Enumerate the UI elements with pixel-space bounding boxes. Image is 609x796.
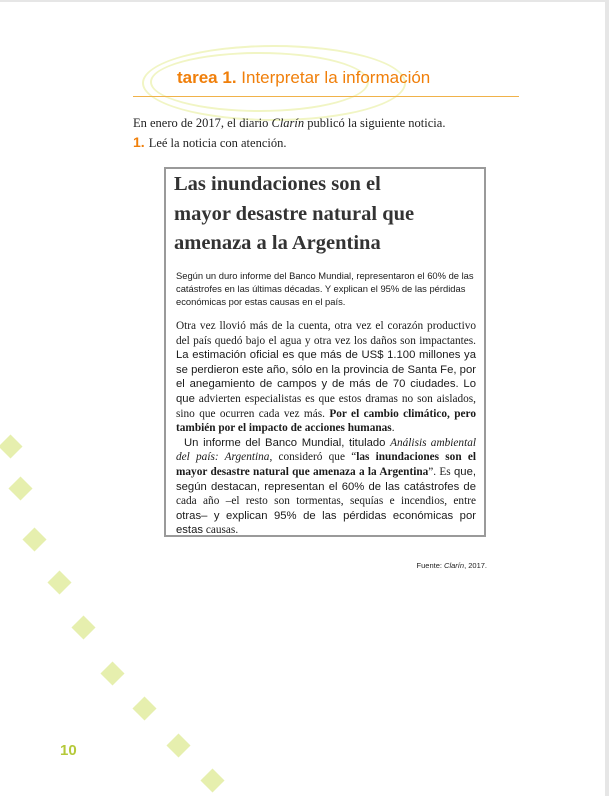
section-heading: [177, 68, 430, 88]
article-paragraph: [176, 319, 476, 436]
headline-line: mayor desastre natural que: [174, 202, 415, 225]
decor-diamond: [71, 615, 95, 639]
paragraph-bold-text: las inundaciones son el mayor desastre natural que amenaza a la Argentina: [176, 451, 476, 479]
task-instruction: [133, 134, 286, 151]
paragraph-text: .: [391, 422, 395, 435]
page-number: 10: [60, 742, 77, 759]
source-name: Clarín: [444, 561, 465, 570]
section-title: Interpretar la información: [241, 68, 431, 87]
decor-diamond: [22, 527, 46, 551]
paragraph-text: , consideró que “: [269, 451, 357, 464]
paragraph-text: otras– y explican 95% de las pérdidas económicas por estas: [176, 509, 476, 537]
source-citation: [417, 561, 487, 570]
task-number: 1.: [133, 134, 145, 150]
decor-diamond: [200, 768, 224, 792]
article-body: [176, 319, 476, 538]
report-title: Análisis ambiental del país: Argentina: [176, 436, 476, 464]
headline-line: Las inundaciones son el: [174, 173, 381, 195]
paragraph-text: Otra vez llovió más de la cuenta, otra vez el corazón productivo del país quedó bajo el agua y otra vez los daños son impactantes.: [176, 320, 476, 347]
article-headline: [174, 170, 476, 259]
intro-before: En enero de 2017, el diario: [133, 116, 272, 130]
paragraph-text: causas.: [203, 524, 239, 537]
headline-line: amenaza a la Argentina: [174, 232, 381, 254]
intro-text: [133, 116, 445, 131]
task-text: Leé la noticia con atención.: [148, 136, 287, 150]
section-label: tarea 1.: [177, 68, 237, 87]
article-lead: Según un duro informe del Banco Mundial, representaron el 60% de las catástrofes en las últimas décadas. Y explican el 95% de las pérdidas económicas por estas causas en el país.: [176, 269, 474, 307]
decor-diamond: [47, 570, 71, 594]
page-top-border: [0, 0, 609, 2]
source-prefix: Fuente:: [416, 561, 445, 570]
paragraph-text: La estimación oficial es que más de US$ 1.100 millones ya se perdieron este año, sólo en la provincia de Santa Fe, por el anegamiento de campos y de más de 70 ciudades. Lo que: [176, 349, 476, 406]
intro-newspaper: Clarín: [271, 116, 305, 130]
paragraph-text: ”. Es: [428, 466, 454, 479]
intro-after: publicó la siguiente noticia.: [304, 116, 446, 130]
paragraph-bold-text: Por el cambio climático, pero también por el impacto de acciones humanas: [176, 407, 476, 435]
paragraph-text: Un informe del Banco Mundial, titulado: [184, 436, 391, 449]
news-article: [164, 167, 486, 537]
paragraph-text: cada año –el resto son tormentas, sequías e incendios, entre: [176, 495, 476, 508]
heading-rule: [133, 96, 519, 97]
paragraph-text: que, según destacan, representan el 60% de las catástrofes de: [176, 466, 476, 493]
article-paragraph: [176, 436, 476, 538]
decor-diamond: [0, 434, 23, 458]
decor-diamond: [8, 476, 32, 500]
decor-diamond: [132, 696, 156, 720]
source-suffix: , 2017.: [464, 561, 487, 570]
decor-diamond: [166, 733, 190, 757]
page-edge: [605, 0, 609, 796]
decor-diamond: [100, 661, 124, 685]
paragraph-text: advierten especialistas es que estos dramas no son aislados, sino que ocurren cada vez más.: [176, 393, 476, 420]
